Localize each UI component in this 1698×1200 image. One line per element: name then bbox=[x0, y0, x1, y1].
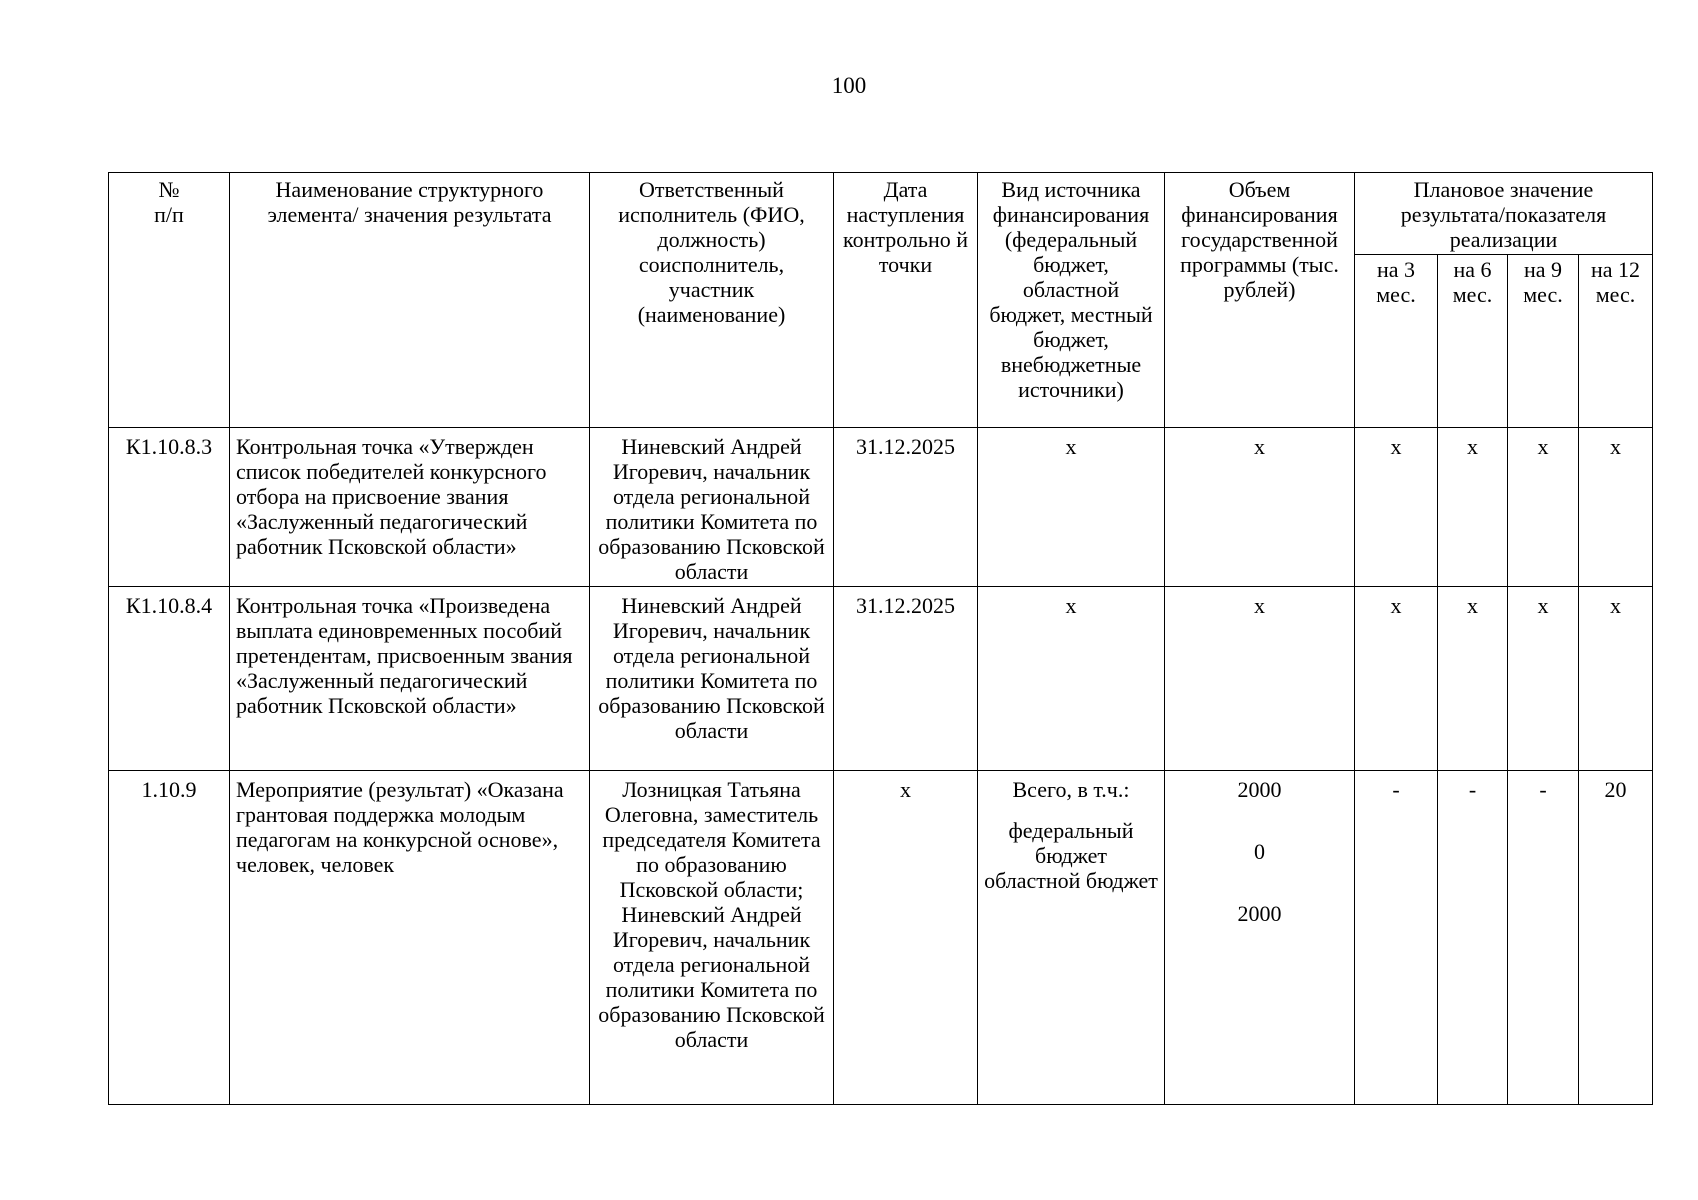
row-volume: х bbox=[1165, 587, 1355, 771]
source-federal: федеральный бюджет bbox=[1008, 818, 1134, 868]
row-responsible: Ниневский Андрей Игоревич, начальник отдела региональной политики Комитета по образованию Псковской области bbox=[590, 428, 834, 587]
header-m9: на 9 мес. bbox=[1508, 255, 1579, 428]
row-date: 31.12.2025 bbox=[834, 428, 978, 587]
header-m12: на 12 мес. bbox=[1579, 255, 1653, 428]
table-row bbox=[109, 587, 1653, 771]
table-header-row bbox=[109, 173, 1653, 255]
header-num: № п/п bbox=[109, 173, 230, 428]
row-name: Контрольная точка «Утвержден список победителей конкурсного отбора на присвоение звания «Заслуженный педагогический работник Псковской области» bbox=[230, 428, 590, 587]
volume-regional: 2000 bbox=[1237, 901, 1282, 926]
row-name: Контрольная точка «Произведена выплата единовременных пособий претендентам, присвоенным звания «Заслуженный педагогический работник Псковской области» bbox=[230, 587, 590, 771]
row-source: х bbox=[978, 587, 1165, 771]
row-m6: х bbox=[1438, 428, 1508, 587]
header-date: Дата наступления контрольно й точки bbox=[834, 173, 978, 428]
row-date: 31.12.2025 bbox=[834, 587, 978, 771]
header-m3: на 3 мес. bbox=[1355, 255, 1438, 428]
row-m9: - bbox=[1508, 771, 1579, 1105]
table-row bbox=[109, 771, 1653, 1105]
row-m12: х bbox=[1579, 587, 1653, 771]
row-m6: - bbox=[1438, 771, 1508, 1105]
row-date: х bbox=[834, 771, 978, 1105]
control-points-table bbox=[108, 172, 1653, 1105]
row-m3: х bbox=[1355, 587, 1438, 771]
header-planned: Плановое значение результата/показателя реализации bbox=[1355, 173, 1653, 255]
source-total: Всего, в т.ч.: bbox=[1012, 777, 1130, 802]
row-m12: 20 bbox=[1579, 771, 1653, 1105]
page-number: 100 bbox=[831, 73, 867, 98]
header-responsible: Ответственный исполнитель (ФИО, должность) соисполнитель, участник (наименование) bbox=[590, 173, 834, 428]
header-volume: Объем финансирования государственной программы (тыс. рублей) bbox=[1165, 173, 1355, 428]
row-num: 1.10.9 bbox=[109, 771, 230, 1105]
source-regional: областной бюджет bbox=[984, 868, 1158, 893]
row-source: х bbox=[978, 428, 1165, 587]
volume-total: 2000 bbox=[1237, 777, 1282, 802]
row-m9: х bbox=[1508, 428, 1579, 587]
row-m9: х bbox=[1508, 587, 1579, 771]
row-m3: - bbox=[1355, 771, 1438, 1105]
row-m6: х bbox=[1438, 587, 1508, 771]
row-source bbox=[978, 771, 1165, 1105]
row-volume bbox=[1165, 771, 1355, 1105]
header-m6: на 6 мес. bbox=[1438, 255, 1508, 428]
row-volume: х bbox=[1165, 428, 1355, 587]
header-name: Наименование структурного элемента/ значения результата bbox=[230, 173, 590, 428]
volume-federal: 0 bbox=[1254, 839, 1265, 864]
row-m12: х bbox=[1579, 428, 1653, 587]
row-responsible: Лозницкая Татьяна Олеговна, заместитель председателя Комитета по образованию Псковской области; Ниневский Андрей Игоревич, начальник отдела региональной политики Комитета по образованию Псковской области bbox=[590, 771, 834, 1105]
header-source: Вид источника финансирования (федеральный бюджет, областной бюджет, местный бюджет, внебюджетные источники) bbox=[978, 173, 1165, 428]
row-num: К1.10.8.3 bbox=[109, 428, 230, 587]
table-row bbox=[109, 428, 1653, 587]
row-num: К1.10.8.4 bbox=[109, 587, 230, 771]
row-name: Мероприятие (результат) «Оказана грантовая поддержка молодым педагогам на конкурсной основе», человек, человек bbox=[230, 771, 590, 1105]
row-m3: х bbox=[1355, 428, 1438, 587]
row-responsible: Ниневский Андрей Игоревич, начальник отдела региональной политики Комитета по образованию Псковской области bbox=[590, 587, 834, 771]
